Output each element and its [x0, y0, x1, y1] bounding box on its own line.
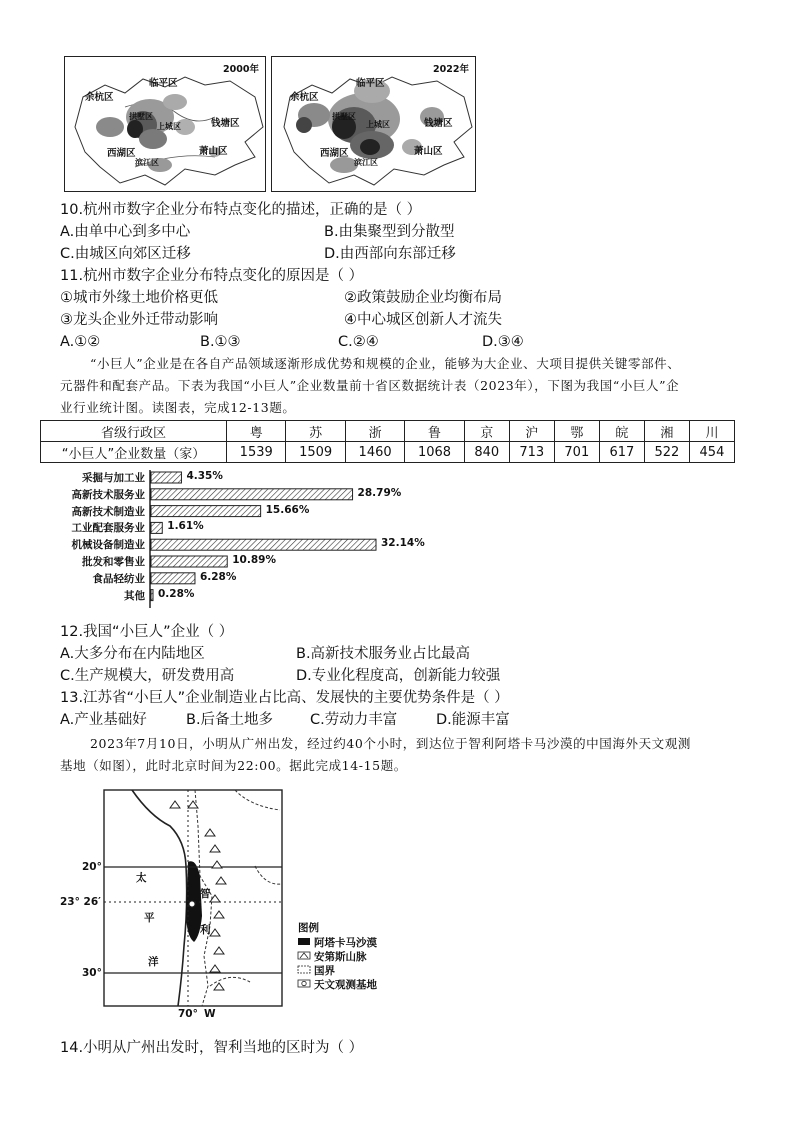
bar-value-label: 32.14%	[381, 537, 425, 550]
lat-23-label: 23° 26′	[60, 896, 101, 908]
province-cell: 浙	[345, 421, 404, 442]
lat-30-label: 30°	[82, 967, 102, 979]
count-cell: 840	[464, 442, 509, 463]
count-cell: 1460	[345, 442, 404, 463]
district-label: 拱墅区	[332, 112, 356, 121]
province-cell: 湘	[644, 421, 689, 442]
table-row	[41, 442, 735, 463]
q12-stem: 12.我国“小巨人”企业（ ）	[60, 624, 234, 640]
district-label: 西湖区	[107, 148, 136, 159]
district-label: 萧山区	[414, 146, 443, 157]
q13-option-a: A.产业基础好	[60, 712, 147, 728]
province-cell: 沪	[509, 421, 554, 442]
q11-reason-2: ②政策鼓励企业均衡布局	[344, 290, 502, 306]
chile-atacama-map	[60, 786, 400, 1026]
count-cell: 701	[554, 442, 599, 463]
ocean-label: 洋	[148, 956, 159, 968]
bar-value-label: 10.89%	[232, 554, 276, 566]
industry-bar-chart	[0, 468, 500, 610]
district-label: 上城区	[366, 120, 390, 129]
district-label: 余杭区	[85, 92, 114, 103]
bar-1	[151, 489, 353, 500]
table-row	[41, 421, 735, 442]
province-cell: 皖	[599, 421, 644, 442]
bar-category-label: 采掘与加工业	[82, 472, 145, 484]
bar-2	[151, 506, 261, 517]
country-label: 利	[200, 924, 211, 936]
district-label: 钱塘区	[424, 118, 453, 129]
q11-reason-4: ④中心城区创新人才流失	[344, 312, 502, 328]
bar-value-label: 6.28%	[199, 570, 237, 583]
bar-category-label: 批发和零售业	[82, 556, 145, 568]
intro-line-3: 业行业统计图。读图表，完成12-13题。	[60, 400, 296, 415]
legend-item: 阿塔卡马沙漠	[314, 937, 377, 949]
bar-value-label: 28.79%	[357, 486, 402, 499]
intro2-line-2: 基地（如图），此时北京时间为22:00。据此完成14-15题。	[60, 758, 407, 773]
lat-20-label: 20°	[82, 861, 102, 873]
bar-category-label: 高新技术服务业	[71, 488, 145, 501]
bar-value-label: 4.35%	[186, 470, 223, 482]
province-cell: 鲁	[405, 421, 464, 442]
q11-option-d: D.③④	[482, 334, 524, 350]
bar-category-label: 食品轻纺业	[92, 572, 145, 585]
table-row-label: “小巨人”企业数量（家）	[41, 442, 227, 463]
q10-option-d: D.由西部向东部迁移	[324, 246, 456, 262]
district-label: 上城区	[157, 122, 181, 131]
q11-reason-3: ③龙头企业外迁带动影响	[60, 312, 218, 328]
q11-option-a: A.①②	[60, 334, 101, 350]
count-cell: 713	[509, 442, 554, 463]
intro2-line-1: 2023年7月10日，小明从广州出发，经过约40个小时，到达位于智利阿塔卡马沙漠的中国海外天文观测	[90, 736, 691, 751]
hangzhou-map-2022	[271, 56, 476, 192]
hangzhou-map-2000	[64, 56, 266, 192]
map-year-2000: 2000年	[223, 64, 259, 75]
ocean-label: 平	[144, 912, 155, 924]
district-label: 萧山区	[199, 146, 228, 157]
table-header-label: 省级行政区	[41, 421, 227, 442]
ocean-label: 太	[136, 872, 147, 884]
country-label: 智	[200, 888, 211, 900]
q10-option-c: C.由城区向郊区迁移	[60, 246, 191, 262]
district-label: 滨江区	[354, 158, 378, 167]
q10-stem: 10.杭州市数字企业分布特点变化的描述，正确的是（ ）	[60, 202, 422, 218]
q12-option-d: D.专业化程度高，创新能力较强	[296, 668, 501, 684]
district-label: 临平区	[356, 78, 385, 89]
district-label: 余杭区	[290, 92, 319, 103]
intro-line-2: 元器件和配套产品。下表为我国“小巨人”企业数量前十省区数据统计表（2023年），下图为我国“小巨人”企	[60, 378, 680, 393]
province-cell: 苏	[286, 421, 345, 442]
q12-option-b: B.高新技术服务业占比最高	[296, 646, 471, 662]
bar-5	[151, 556, 227, 567]
bar-category-label: 工业配套服务业	[71, 522, 145, 535]
legend-item: 天文观测基地	[314, 979, 377, 991]
intro-line-1: “小巨人”企业是在各自产品领域逐渐形成优势和规模的企业，能够为大企业、大项目提供关键零部件、	[90, 356, 681, 371]
q11-option-b: B.①③	[200, 334, 241, 350]
legend-title: 图例	[298, 922, 319, 934]
q11-stem: 11.杭州市数字企业分布特点变化的原因是（ ）	[60, 268, 364, 284]
q10-option-a: A.由单中心到多中心	[60, 224, 191, 240]
district-label: 西湖区	[320, 148, 349, 159]
district-label: 拱墅区	[129, 112, 153, 121]
q12-option-c: C.生产规模大，研发费用高	[60, 668, 235, 684]
q13-option-c: C.劳动力丰富	[310, 712, 398, 728]
q11-option-c: C.②④	[338, 334, 379, 350]
giant-enterprise-table	[40, 420, 735, 463]
q10-option-b: B.由集聚型到分散型	[324, 224, 455, 240]
bar-3	[151, 522, 162, 533]
legend-item: 安第斯山脉	[314, 951, 367, 963]
province-cell: 粤	[227, 421, 286, 442]
q13-stem: 13.江苏省“小巨人”企业制造业占比高、发展快的主要优势条件是（ ）	[60, 690, 509, 706]
q13-option-b: B.后备土地多	[186, 712, 274, 728]
bar-category-label: 机械设备制造业	[71, 539, 145, 552]
count-cell: 1509	[286, 442, 345, 463]
q14-stem: 14.小明从广州出发时，智利当地的区时为（ ）	[60, 1040, 364, 1056]
district-label: 滨江区	[135, 158, 159, 167]
bar-7	[151, 590, 153, 601]
count-cell: 617	[599, 442, 644, 463]
count-cell: 454	[689, 442, 734, 463]
bar-value-label: 1.61%	[167, 520, 204, 533]
count-cell: 522	[644, 442, 689, 463]
q12-option-a: A.大多分布在内陆地区	[60, 646, 205, 662]
province-cell: 川	[689, 421, 734, 442]
bar-6	[151, 573, 195, 584]
count-cell: 1068	[405, 442, 464, 463]
bar-category-label: 高新技术制造业	[71, 505, 145, 518]
legend-item: 国界	[314, 965, 335, 977]
province-cell: 京	[464, 421, 509, 442]
bar-category-label: 其他	[124, 589, 145, 602]
district-label: 临平区	[149, 78, 178, 89]
q13-option-d: D.能源丰富	[436, 712, 510, 728]
bar-value-label: 0.28%	[158, 587, 195, 600]
q11-reason-1: ①城市外缘土地价格更低	[60, 290, 218, 306]
lon-70-label: 70°	[178, 1008, 198, 1020]
bar-4	[151, 539, 376, 550]
lon-w-label: W	[204, 1008, 216, 1020]
bar-0	[151, 472, 181, 483]
bar-value-label: 15.66%	[265, 503, 310, 516]
district-label: 钱塘区	[211, 118, 240, 129]
count-cell: 1539	[227, 442, 286, 463]
map-year-2022: 2022年	[433, 64, 469, 75]
province-cell: 鄂	[554, 421, 599, 442]
